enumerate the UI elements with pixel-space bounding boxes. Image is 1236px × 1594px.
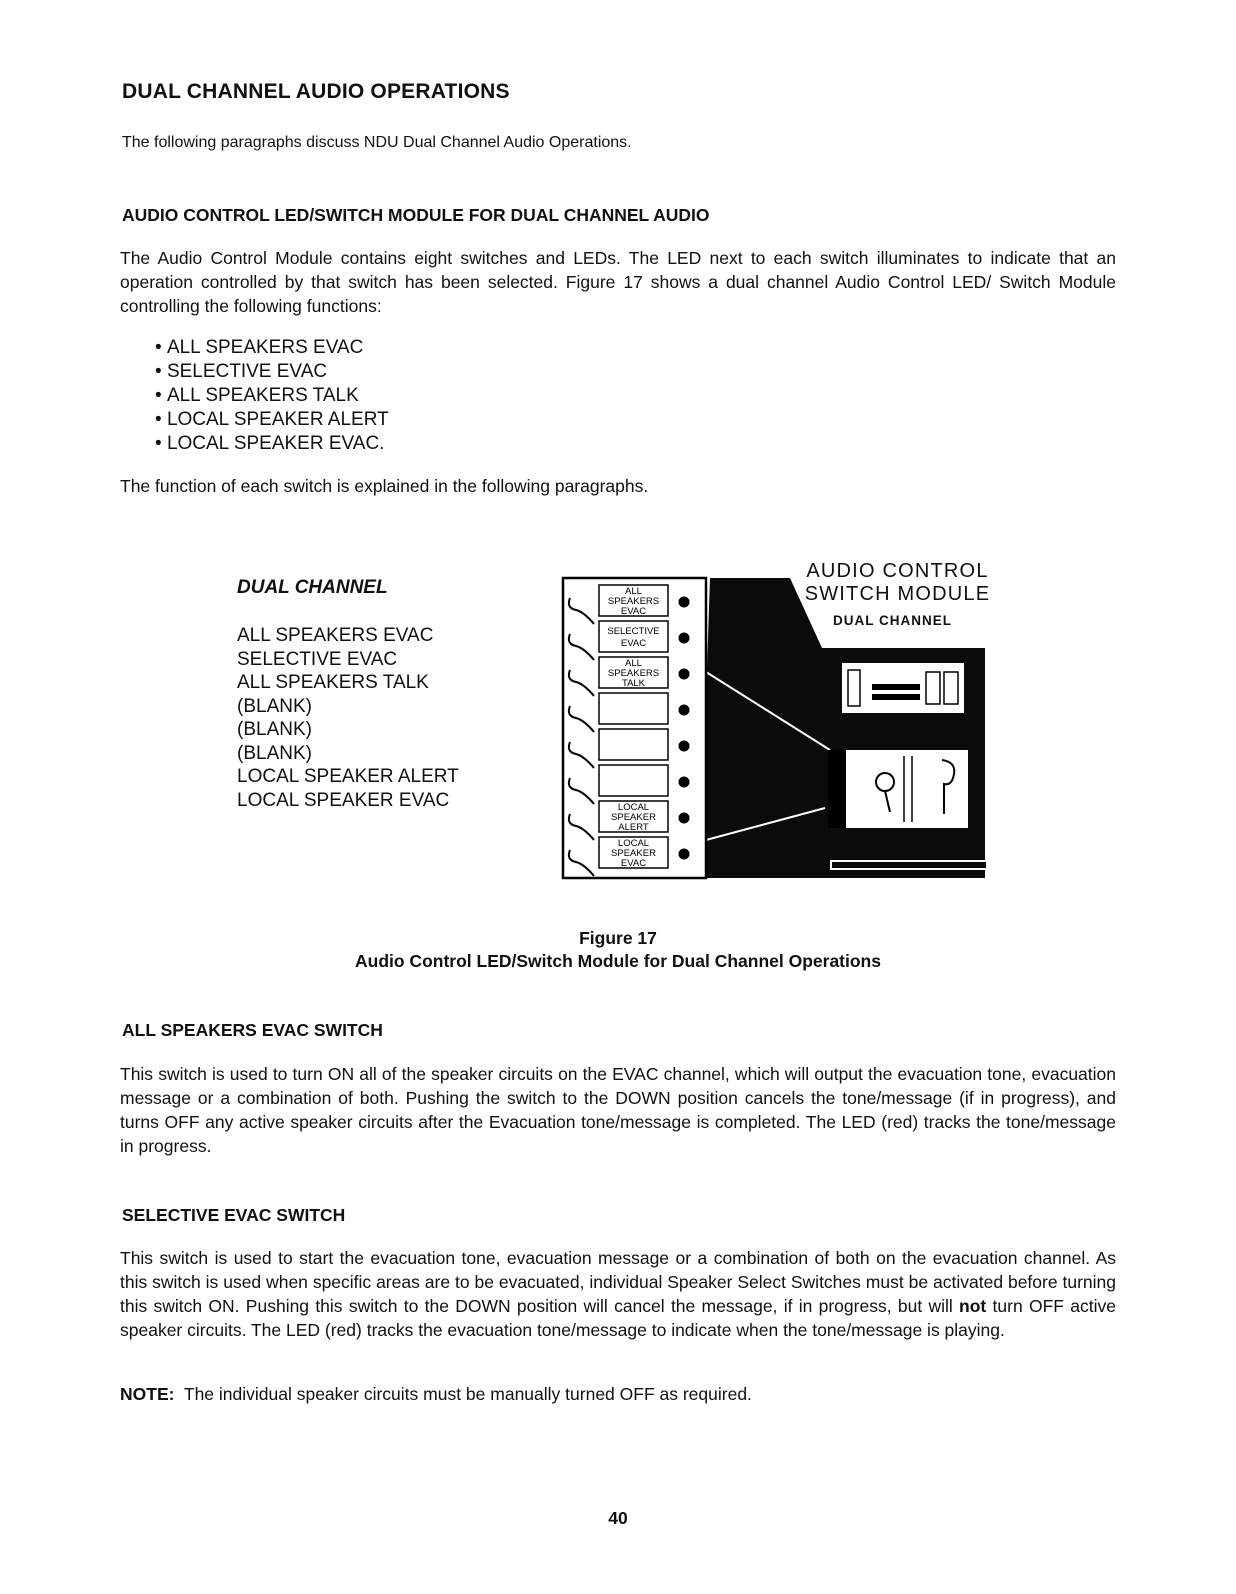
led-indicator [679, 633, 690, 644]
figure-left-title: DUAL CHANNEL [237, 577, 388, 598]
page-title: DUAL CHANNEL AUDIO OPERATIONS [122, 80, 510, 103]
module-subtitle: DUAL CHANNEL [833, 613, 952, 628]
section-heading-selective-evac: SELECTIVE EVAC SWITCH [122, 1205, 346, 1225]
switch-label: TALK [621, 678, 646, 689]
switch-label: SPEAKER [611, 848, 656, 859]
switch-label-box-blank [599, 693, 668, 724]
switch-label: LOCAL [617, 838, 650, 849]
figure-function-list [237, 624, 459, 812]
figure-function-item: ALL SPEAKERS EVAC [237, 625, 434, 646]
page-number: 40 [608, 1508, 628, 1528]
section-paragraph-audio-control: The Audio Control Module contains eight switches and LEDs. The LED next to each switch illuminates to indicate that an operation controlled by that switch has been selected. Figure 17 shows a dual channel Audio Control LED/ Switch Module controlling the following functions: [120, 248, 1116, 316]
switch-label: LOCAL [617, 802, 650, 813]
switch-label: SPEAKER [611, 812, 656, 823]
switch-label: EVAC [620, 606, 647, 617]
led-indicator [679, 669, 690, 680]
led-indicator [679, 705, 690, 716]
figure-function-item: SELECTIVE EVAC [237, 648, 398, 670]
switch-label-box-blank [599, 729, 668, 760]
switch-label-box-blank [599, 765, 668, 796]
section-heading-all-speakers-evac: ALL SPEAKERS EVAC SWITCH [122, 1020, 383, 1040]
module-title-line: AUDIO CONTROL [806, 560, 989, 582]
cabinet-base-strip-inner [832, 862, 986, 868]
section-paragraph-selective-evac [120, 1246, 1116, 1342]
bullet-item: • ALL SPEAKERS TALK [155, 384, 389, 408]
led-indicator [679, 597, 690, 608]
figure-function-item: (BLANK) [237, 719, 312, 740]
switch-label: ALL [625, 586, 642, 597]
switch-label: SPEAKERS [607, 668, 660, 679]
paragraph-text: turn OFF active speaker circuits. The LED (red) tracks the evacuation tone/message to indicate when the tone/message is playing. [120, 1296, 1116, 1340]
display-unit-part [872, 694, 920, 700]
section-heading-audio-control: AUDIO CONTROL LED/SWITCH MODULE FOR DUAL CHANNEL AUDIO [122, 205, 710, 225]
figure-number: Figure 17 [579, 928, 657, 948]
switch-module-diagram [560, 560, 1000, 890]
note-text: The individual speaker circuits must be manually turned OFF as required. [183, 1384, 752, 1404]
figure-function-item: (BLANK) [237, 742, 312, 764]
figure-caption: Audio Control LED/Switch Module for Dual Channel Operations [355, 951, 881, 971]
switch-label: ALERT [618, 822, 649, 833]
function-bullet-list [155, 336, 389, 456]
switch-label: SPEAKERS [607, 596, 660, 607]
switch-label: EVAC [620, 858, 647, 869]
figure-function-item: ALL SPEAKERS TALK [237, 672, 429, 693]
led-indicator [679, 813, 690, 824]
switch-label: ALL [625, 658, 642, 669]
control-unit-part [828, 750, 846, 828]
module-title-line: SWITCH MODULE [804, 583, 991, 605]
switch-label: EVAC [620, 638, 647, 649]
bullet-item: • LOCAL SPEAKER EVAC. [155, 432, 389, 456]
section-closing-text: The function of each switch is explained in the following paragraphs. [120, 476, 649, 496]
note-label: NOTE: [120, 1384, 175, 1404]
figure-function-item: LOCAL SPEAKER EVAC [237, 789, 450, 811]
section-paragraph-all-speakers-evac: This switch is used to turn ON all of the speaker circuits on the EVAC channel, which will output the evacuation tone, evacuation message or a combination of both. Pushing the switch to the DOWN position cancels the tone/message (if in progress), and turns OFF any active speaker circuits after the Evacuation tone/message is completed. The LED (red) tracks the tone/message in progress. [120, 1064, 1116, 1156]
paragraph-text: This switch is used to start the evacuation tone, evacuation message or a combination of both on the evacuation channel. As this switch is used when specific areas are to be evacuated, individual Speaker Select Switches must be activated before turning this switch ON. Pushing this switch to the DOWN position will cancel the message, if in progress, but will [120, 1248, 1116, 1316]
intro-text: The following paragraphs discuss NDU Dual Channel Audio Operations. [122, 134, 632, 151]
bullet-item: • SELECTIVE EVAC [155, 360, 389, 384]
note [120, 1384, 752, 1405]
bullet-item: • ALL SPEAKERS EVAC [155, 336, 389, 360]
emphasis-text: not [959, 1296, 987, 1316]
switch-label: SELECTIVE [607, 626, 660, 637]
module-title [790, 560, 1005, 606]
led-indicator [679, 777, 690, 788]
figure-function-item: LOCAL SPEAKER ALERT [237, 766, 459, 787]
led-indicator [679, 741, 690, 752]
figure-function-item: (BLANK) [237, 695, 312, 717]
led-indicator [679, 849, 690, 860]
display-unit-part [872, 684, 920, 690]
bullet-item: • LOCAL SPEAKER ALERT [155, 408, 389, 432]
